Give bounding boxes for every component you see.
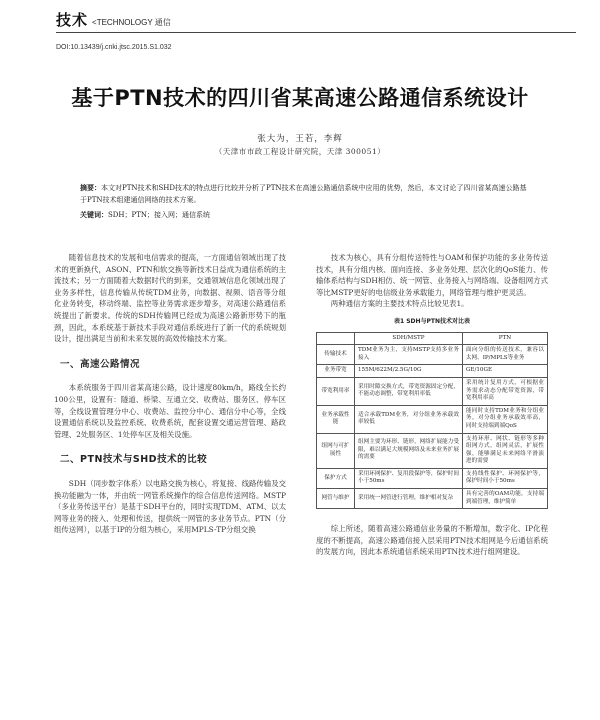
doi: DOI:10.13439/j.cnki.jtsc.2015.S1.032: [56, 44, 172, 51]
section-2-paragraph: SDH（同步数字体系）以电路交换为核心，将复接、线路传输及交换功能融为一体，并由统一网管系统操作的综合信息传送网络。MSTP（多业务传送平台）是基于SDH平台的，同时实现TDM、ATM、以太网等业务的接入、处理和传送，提供统一网管的多业务节点。PTN（分组传送网），以基于IP的分组为核心，采用MPLS-TP分组交换: [54, 478, 286, 535]
table-row: [317, 345, 548, 365]
table-cell: 带宽利用率: [317, 377, 355, 405]
table-cell: 支持线性保护、环网保护等，保护时间小于50ms: [462, 468, 547, 488]
table-header-row: [317, 332, 548, 345]
table-cell: 155M/622M/2.5G/10G: [355, 365, 463, 378]
paper-title: 基于PTN技术的四川省某高速公路通信系统设计: [71, 86, 529, 110]
abstract-text: 本文对PTN技术和SHD技术的特点进行比较并分析了PTN技术在高速公路通信系统中应用的优势，然后，本文讨论了四川省某高速公路基于PTN技术组建通信网络的技术方案。: [80, 184, 527, 204]
journal-brand: 技术: [56, 11, 89, 29]
table-cell: 采用时隙交换方式，带宽资源固定分配，不能动态调整，带宽利用率低: [355, 377, 463, 405]
header-rule: [56, 32, 576, 33]
table-cell: 采用统一网管进行管理，维护相对复杂: [355, 489, 463, 509]
authors: 张大为，王若，李辉: [257, 134, 343, 144]
right-column: [316, 252, 548, 558]
keywords: [80, 210, 530, 220]
table-cell: 采用统计复用方式，可根据业务需求动态分配带宽资源，带宽利用率高: [462, 377, 547, 405]
table-row: [317, 433, 548, 468]
comparison-table: [316, 332, 548, 510]
table-header-cell: [317, 332, 355, 345]
table-cell: 业务带宽: [317, 365, 355, 378]
table-cell: 组网主要为环形、链形，网络扩展能力受限，难以满足大规模网络及未来业务扩展的需要: [355, 433, 463, 468]
journal-header: [56, 8, 576, 30]
continuation-paragraph: 技术为核心，具有分组传送特性与OAM和保护功能的多业务传送技术，具有分组内核、面向连接、多业务处理、层次化的QoS能力、传输体系结构与SDH相仿、统一网管、业务接入与网络端、设备组网方式等比MSTP更好的电信级业务承载能力，网络管理与维护更灵活。: [316, 253, 548, 297]
table-row: [317, 405, 548, 433]
table-row: [317, 377, 548, 405]
affiliation: （天津市市政工程设计研究院，天津 300051）: [214, 147, 386, 156]
table-cell: 适合承载TDM业务，对分组业务承载效率较低: [355, 405, 463, 433]
table-cell: 组网与可扩展性: [317, 433, 355, 468]
table-cell: TDM业务为主，支持MSTP支持多业务接入: [355, 345, 463, 365]
intro-paragraph: 随着信息技术的发展和电信需求的提高，一方面通信领域出现了技术的更新换代，ASON、PTN和软交换等新技术日益成为通信系统的主流技术；另一方面随着大数据时代的到来，交通领域信息化领域出现了业务多样性，信息传输从传统TDM业务，向数据、视频、语音等分组化业务转变，移动终端、监控等业务需求逐步增多，对高速公路通信系统提出了新要求。传统的SDH传输网已经成为高速公路新形势下的瓶颈，因此，本系统基于新技术手段对通信系统进行了新一代的系统规划设计，提出满足当前和未来发展的高效传输技术方案。: [54, 253, 286, 344]
section-heading-1: 一、高速公路情况: [60, 358, 141, 370]
table-header-cell: PTN: [462, 332, 547, 345]
table-cell: 采用环网保护、复用段保护等，保护时间小于50ms: [355, 468, 463, 488]
table-intro: 两种通信方案的主要技术特点比较见表1。: [330, 299, 469, 309]
table-cell: 具有完善的OAM功能，支持端到端管理，维护简单: [462, 489, 547, 509]
table-caption: 表1 SDH与PTN技术对比表: [393, 317, 471, 325]
keywords-text: SDH；PTN；接入网；通信系统: [108, 211, 211, 219]
table-cell: 业务承载性能: [317, 405, 355, 433]
section-heading-2: 二、PTN技术与SHD技术的比较: [60, 454, 208, 466]
journal-section-tag: <TECHNOLOGY 通信: [92, 18, 171, 27]
abstract-label: 摘要：: [80, 184, 101, 192]
section-1-paragraph: 本系统服务于四川省某高速公路，设计速度80km/h，路线全长约100公里，设置有：隧道、桥梁、互通立交、收费站、服务区、停车区等，全线设置管理分中心、收费站、监控分中心、通信分中心等，全线设置通信系统以及监控系统、收费系统，配套设置交通运营管理、路政管理、2处服务区、1处停车区及相关设施。: [54, 383, 286, 439]
table-cell: 传输技术: [317, 345, 355, 365]
table-cell: GE/10GE: [462, 365, 547, 378]
table-cell: 网管与维护: [317, 489, 355, 509]
table-cell: 支持环形、网状、链形等多种组网方式，组网灵活，扩展性强，能够满足未来网络平滑演进的需要: [462, 433, 547, 468]
keywords-label: 关键词：: [80, 211, 108, 219]
table-row: [317, 365, 548, 378]
abstract: [80, 182, 530, 206]
closing-paragraph: 综上所述，随着高速公路通信业务量的不断增加，数字化、IP化程度的不断提高，高速公路通信接入层采用PTN技术组网是今后通信系统的发展方向，因此本系统通信系统采用PTN技术进行组网建设。: [316, 524, 548, 557]
table-cell: 能同时支持TDM业务和分组业务，对分组业务承载效率高，同时支持端到端QoS: [462, 405, 547, 433]
table-cell: 面向分组的传送技术，兼容以太网、IP/MPLS等业务: [462, 345, 547, 365]
table-cell: 保护方式: [317, 468, 355, 488]
table-row: [317, 489, 548, 509]
left-column: [54, 252, 286, 536]
table-header-cell: SDH/MSTP: [355, 332, 463, 345]
table-row: [317, 468, 548, 488]
